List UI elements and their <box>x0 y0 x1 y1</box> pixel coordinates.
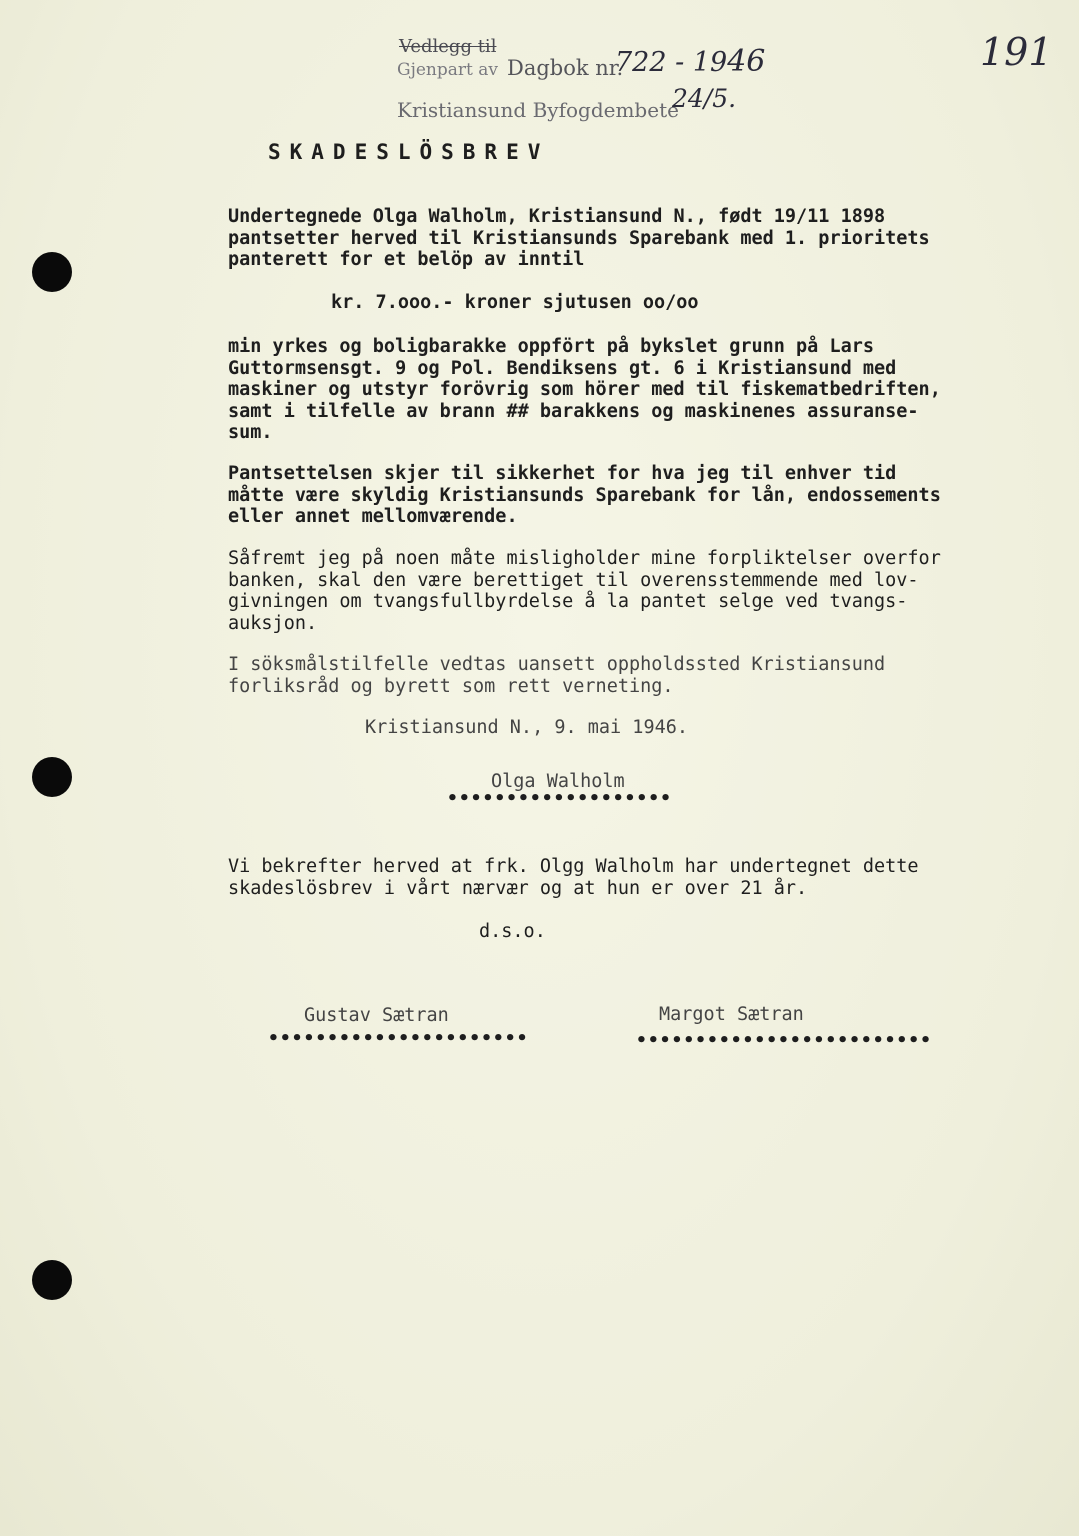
text-line: panterett for et belöp av inntil <box>228 249 585 270</box>
date-handwritten: 24/5. <box>672 84 737 113</box>
text-line: auksjon. <box>228 612 318 634</box>
dso-abbreviation: d.s.o. <box>479 921 546 942</box>
stamp-dagbok-label: Dagbok nr. <box>507 56 624 80</box>
witness-name-1: Gustav Sætran <box>304 1005 449 1026</box>
punch-hole-bottom <box>32 1260 72 1300</box>
text-line: min yrkes og boligbarakke oppfört på bykslet grunn på Lars <box>228 336 875 357</box>
stamp-office: Kristiansund Byfogdembete <box>397 98 679 122</box>
text-line: Såfremt jeg på noen måte misligholder mine forpliktelser overfor <box>228 548 941 569</box>
stamp-copy-text: Gjenpart av <box>397 60 498 80</box>
text-line: eller annet mellomværende. <box>228 506 518 527</box>
text-line: Pantsettelsen skjer til sikkerhet for hva jeg til enhver tid <box>228 463 897 484</box>
punch-hole-middle <box>32 757 72 797</box>
text-line: samt i tilfelle av brann ## barakkens og maskinenes assuranse- <box>228 400 919 422</box>
paragraph-security <box>228 463 941 528</box>
text-line: givningen om tvangsfullbyrdelse å la pantet selge ved tvangs- <box>228 591 908 612</box>
paragraph-venue <box>228 654 885 697</box>
witness-signature-line-2: ••••••••••••••••••••••••• <box>636 1030 932 1051</box>
stamp-crossed-text: Vedlegg til <box>399 36 497 57</box>
text-line: maskiner og utstyr forövrig som hörer med til fiskematbedriften, <box>228 379 941 400</box>
witness-name-2: Margot Sætran <box>659 1004 804 1025</box>
text-line: sum. <box>228 422 273 443</box>
paragraph-collateral <box>228 336 941 444</box>
witness-signature-line-1: •••••••••••••••••••••• <box>268 1028 529 1049</box>
amount-line: kr. 7.ooo.- kroner sjutusen oo/oo <box>331 292 699 313</box>
text-line: I söksmålstilfelle vedtas uansett oppholdssted Kristiansund <box>228 654 886 675</box>
text-line: Undertegnede Olga Walholm, Kristiansund N., født 19/11 1898 <box>228 206 886 227</box>
text-line: Vi bekrefter herved at frk. Olgg Walholm har undertegnet dette <box>228 856 919 877</box>
document-title: SKADESLÖSBREV <box>268 140 550 164</box>
text-line: forliksråd og byrett som rett verneting. <box>228 675 674 697</box>
paragraph-default <box>228 548 941 634</box>
dagbok-number: 722 - 1946 <box>615 44 766 79</box>
text-line: skadeslösbrev i vårt nærvær og at hun er over 21 år. <box>228 877 808 899</box>
signer-signature-line: ••••••••••••••••••• <box>447 788 672 809</box>
page-number: 191 <box>980 30 1053 74</box>
signer-name: Olga Walholm <box>491 771 625 792</box>
witness-statement <box>228 856 919 899</box>
paragraph-pledge <box>228 206 930 271</box>
punch-hole-top <box>32 252 72 292</box>
text-line: pantsetter herved til Kristiansunds Sparebank med 1. prioritets <box>228 227 930 249</box>
text-line: måtte være skyldig Kristiansunds Sparebank for lån, endossements <box>228 484 941 506</box>
text-line: Guttormsensgt. 9 og Pol. Bendiksens gt. 6 i Kristiansund med <box>228 357 897 379</box>
text-line: banken, skal den være berettiget til overensstemmende med lov- <box>228 569 919 591</box>
place-date: Kristiansund N., 9. mai 1946. <box>365 717 689 738</box>
